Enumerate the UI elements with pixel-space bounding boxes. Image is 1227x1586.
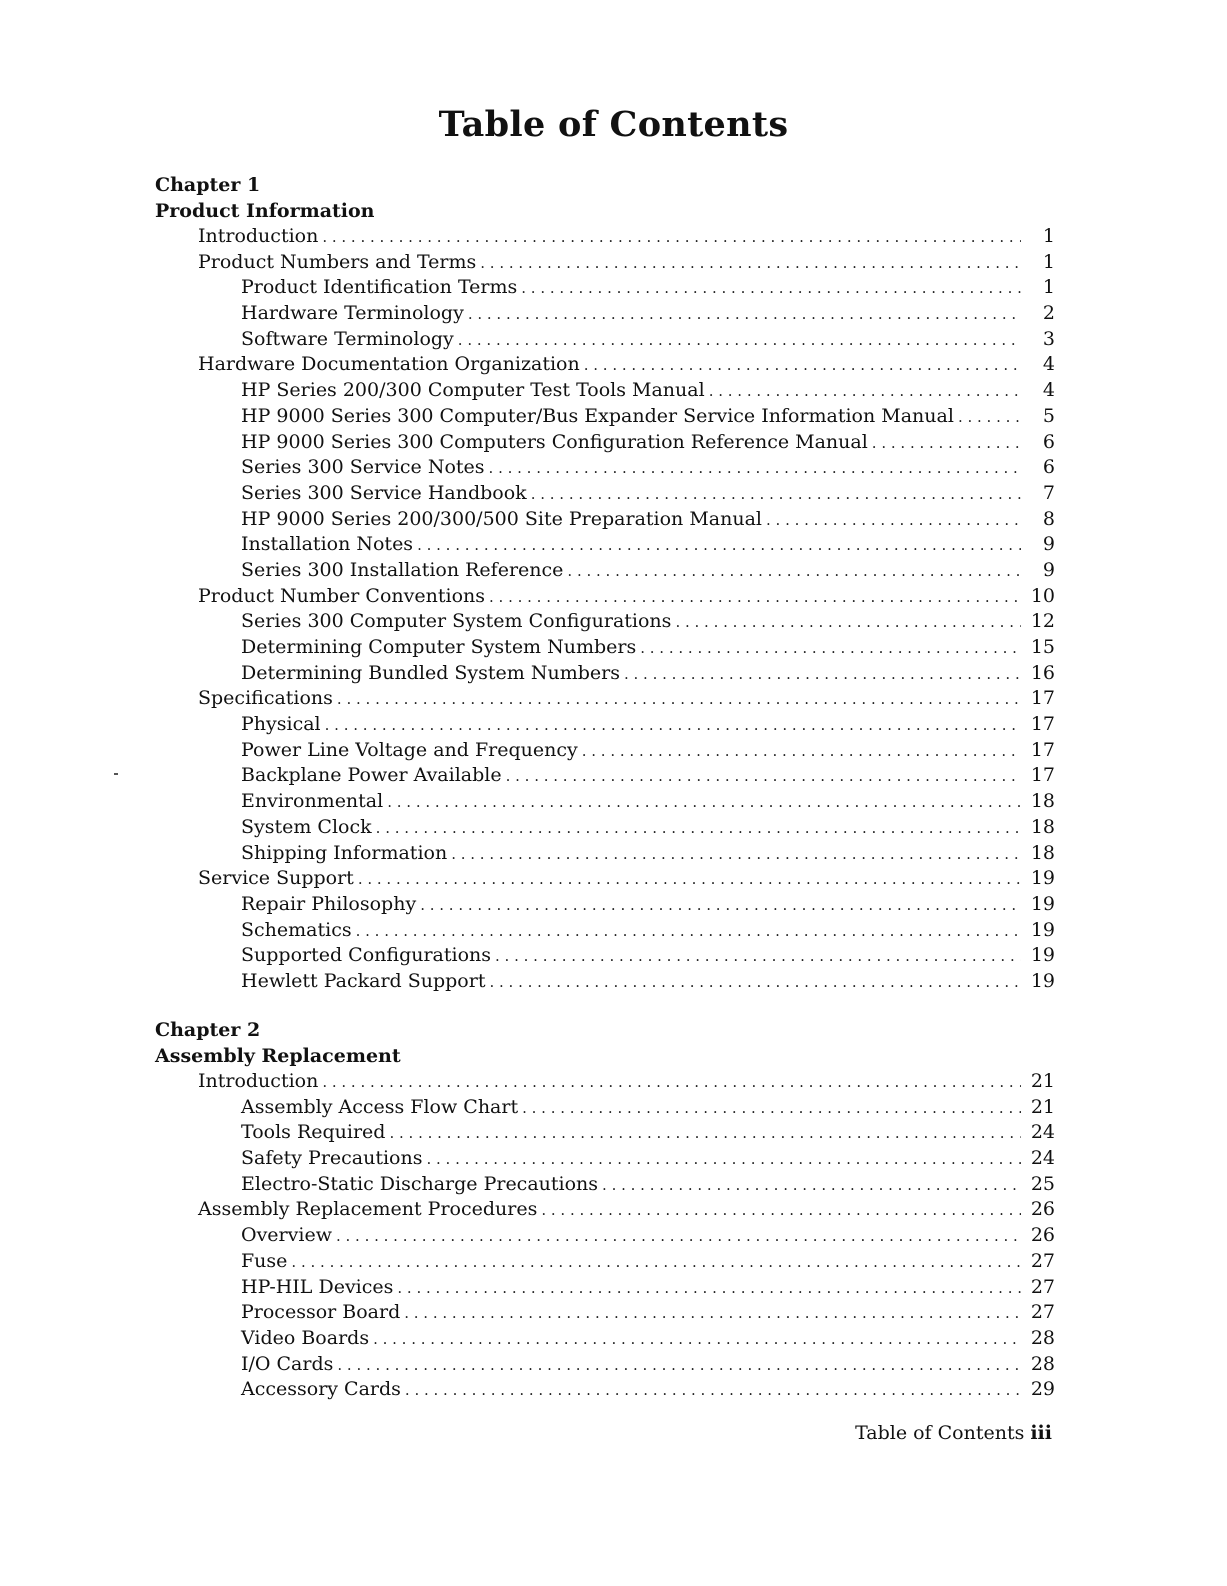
dot-leader: [404, 1301, 1021, 1327]
toc-entry-title: System Clock: [241, 815, 372, 838]
toc-entry-title: Fuse: [241, 1249, 288, 1272]
toc-entry-title: Service Support: [198, 867, 354, 890]
toc-entry[interactable]: [155, 250, 1055, 276]
dot-leader: [417, 533, 1021, 559]
toc-entry-page: 17: [1030, 764, 1055, 787]
toc-entry[interactable]: [155, 1326, 1055, 1352]
toc-entry-title: Video Boards: [241, 1326, 370, 1349]
toc-entry-title: Hardware Documentation Organization: [198, 353, 580, 376]
toc-entry[interactable]: [155, 1146, 1055, 1172]
toc-entry[interactable]: [155, 918, 1055, 944]
toc-entry-page: 17: [1030, 738, 1055, 761]
dot-leader: [582, 739, 1021, 765]
toc-entry-page: 25: [1030, 1172, 1055, 1195]
scan-speck: [114, 773, 118, 775]
dot-leader: [506, 764, 1021, 790]
toc-entry[interactable]: [155, 1377, 1055, 1403]
toc-entry[interactable]: [155, 275, 1055, 301]
footer-label: Table of Contents: [855, 1422, 1025, 1444]
toc-entry-title: Hewlett Packard Support: [241, 969, 486, 992]
dot-leader: [624, 662, 1021, 688]
toc-entry-title: Assembly Replacement Procedures: [198, 1198, 538, 1221]
toc-entry[interactable]: [155, 481, 1055, 507]
toc-entry-title: HP Series 200/300 Computer Test Tools Manual: [241, 379, 705, 402]
toc-entry-page: 4: [1042, 353, 1055, 376]
toc-entry-page: 17: [1030, 713, 1055, 736]
toc-entry[interactable]: [155, 661, 1055, 687]
toc-entry[interactable]: [155, 635, 1055, 661]
toc-entry-page: 5: [1042, 404, 1055, 427]
toc-entry[interactable]: [155, 738, 1055, 764]
toc-entry-title: Environmental: [241, 790, 384, 813]
toc-entry-page: 21: [1030, 1095, 1055, 1118]
toc-entry-title: Schematics: [241, 918, 352, 941]
toc-entry-page: 28: [1030, 1352, 1055, 1375]
toc-entry-title: Physical: [241, 713, 321, 736]
dot-leader: [766, 508, 1021, 534]
toc-entry[interactable]: [155, 1095, 1055, 1121]
dot-leader: [567, 559, 1021, 585]
toc-entry[interactable]: [155, 763, 1055, 789]
toc-entry[interactable]: [155, 455, 1055, 481]
chapter-name: Product Information: [155, 200, 375, 222]
toc-entry-title: Series 300 Service Handbook: [241, 481, 527, 504]
dot-leader: [541, 1198, 1021, 1224]
toc-entry-title: Accessory Cards: [241, 1378, 401, 1401]
toc-entry-title: Determining Computer System Numbers: [241, 636, 637, 658]
toc-entry-title: Hardware Terminology: [241, 302, 464, 325]
dot-leader: [531, 482, 1021, 508]
toc-entry-page: 29: [1030, 1378, 1055, 1401]
toc-entry-page: 16: [1030, 661, 1055, 684]
toc-entry[interactable]: [155, 969, 1055, 995]
toc-entry[interactable]: [155, 1069, 1055, 1095]
toc-entry[interactable]: [155, 686, 1055, 712]
toc-entries: [155, 1069, 1055, 1403]
toc-entry-page: 27: [1030, 1249, 1055, 1272]
toc-entry-title: Supported Configurations: [241, 944, 492, 967]
toc-entry[interactable]: [155, 430, 1055, 456]
toc-entry-page: 27: [1030, 1275, 1055, 1298]
toc-entry-title: HP 9000 Series 300 Computers Configuration Reference Manual: [241, 430, 868, 453]
toc-entry-page: 10: [1030, 584, 1055, 607]
toc-entry-title: Series 300 Computer System Configurations: [241, 610, 672, 633]
toc-entry-page: 18: [1030, 790, 1055, 813]
dot-leader: [337, 687, 1021, 713]
toc-entry-page: 24: [1030, 1121, 1055, 1144]
dot-leader: [958, 405, 1021, 431]
dot-leader: [522, 1096, 1021, 1122]
toc-entry[interactable]: [155, 1352, 1055, 1378]
dot-leader: [322, 1070, 1021, 1096]
toc-entry-title: Product Identification Terms: [241, 276, 518, 299]
toc-entry[interactable]: [155, 789, 1055, 815]
toc-entry-page: 19: [1030, 969, 1055, 992]
toc-entry-page: 24: [1030, 1147, 1055, 1170]
toc-entry-title: Assembly Access Flow Chart: [241, 1095, 519, 1118]
dot-leader: [480, 251, 1021, 277]
toc-entries: [155, 224, 1055, 995]
dot-leader: [291, 1250, 1021, 1276]
toc-entry[interactable]: [155, 609, 1055, 635]
toc-entry-page: 3: [1042, 327, 1055, 350]
toc-entry[interactable]: [155, 301, 1055, 327]
toc-entry-page: 19: [1030, 944, 1055, 967]
toc-entry-page: 19: [1030, 867, 1055, 890]
toc-entry[interactable]: [155, 224, 1055, 250]
dot-leader: [356, 919, 1021, 945]
dot-leader: [336, 1224, 1021, 1250]
chapter-1-section: [155, 172, 1055, 995]
toc-entry[interactable]: [155, 1275, 1055, 1301]
dot-leader: [495, 944, 1021, 970]
toc-entry-title: Overview: [241, 1224, 332, 1247]
toc-entry-title: Software Terminology: [241, 327, 454, 350]
dot-leader: [405, 1378, 1021, 1404]
toc-entry-title: Electro-Static Discharge Precautions: [241, 1172, 599, 1195]
dot-leader: [521, 276, 1021, 302]
toc-entry-page: 6: [1042, 456, 1055, 479]
toc-entry-title: Backplane Power Available: [241, 764, 502, 787]
toc-entry-page: 2: [1042, 302, 1055, 325]
toc-entry-page: 1: [1042, 225, 1055, 247]
toc-entry-page: 7: [1042, 481, 1055, 504]
toc-entry-page: 17: [1030, 687, 1055, 710]
toc-entry-title: Tools Required: [241, 1121, 386, 1144]
chapter-label: Chapter 1: [155, 174, 261, 196]
toc-entry-title: Power Line Voltage and Frequency: [241, 738, 578, 761]
toc-entry[interactable]: [155, 943, 1055, 969]
dot-leader: [872, 431, 1021, 457]
toc-entry-title: Series 300 Installation Reference: [241, 558, 564, 581]
toc-entry-page: 9: [1042, 558, 1055, 581]
toc-entry-title: Series 300 Service Notes: [241, 456, 485, 479]
toc-entry-title: Installation Notes: [241, 533, 414, 556]
page-title: Table of Contents: [438, 104, 789, 145]
toc-entry[interactable]: [155, 404, 1055, 430]
dot-leader: [468, 302, 1021, 328]
toc-entry-page: 18: [1030, 841, 1055, 864]
dot-leader: [640, 636, 1021, 662]
toc-entry-title: HP-HIL Devices: [241, 1275, 394, 1298]
toc-entry-page: 1: [1042, 276, 1055, 299]
dot-leader: [709, 379, 1021, 405]
toc-entry[interactable]: [155, 1223, 1055, 1249]
dot-leader: [420, 893, 1021, 919]
toc-entry-page: 19: [1030, 918, 1055, 941]
dot-leader: [602, 1173, 1021, 1199]
dot-leader: [489, 585, 1021, 611]
toc-entry-title: HP 9000 Series 300 Computer/Bus Expander Service Information Manual: [241, 404, 954, 427]
toc-entry[interactable]: [155, 352, 1055, 378]
dot-leader: [489, 970, 1021, 996]
toc-entry[interactable]: [155, 532, 1055, 558]
dot-leader: [358, 867, 1021, 893]
dot-leader: [389, 1121, 1021, 1147]
toc-entry[interactable]: [155, 841, 1055, 867]
toc-entry-page: 6: [1042, 430, 1055, 453]
toc-entry[interactable]: [155, 378, 1055, 404]
dot-leader: [489, 456, 1021, 482]
toc-entry-page: 26: [1030, 1198, 1055, 1221]
toc-entry-page: 21: [1030, 1070, 1055, 1092]
toc-entry-page: 1: [1042, 250, 1055, 273]
dot-leader: [376, 816, 1021, 842]
toc-entry-page: 8: [1042, 507, 1055, 530]
chapter-2-section: [155, 1017, 1055, 1403]
toc-entry-title: Processor Board: [241, 1301, 401, 1324]
dot-leader: [387, 790, 1021, 816]
toc-entry-title: I/O Cards: [241, 1352, 334, 1375]
toc-entry[interactable]: [155, 1249, 1055, 1275]
dot-leader: [675, 610, 1021, 636]
toc-entry-title: Introduction: [198, 1070, 319, 1092]
dot-leader: [322, 225, 1021, 251]
toc-entry-title: Product Numbers and Terms: [198, 250, 477, 273]
dot-leader: [458, 328, 1021, 354]
toc-entry[interactable]: [155, 558, 1055, 584]
chapter-name: Assembly Replacement: [155, 1045, 401, 1067]
toc-entry[interactable]: [155, 866, 1055, 892]
toc-entry-page: 9: [1042, 533, 1055, 556]
toc-entry-page: 18: [1030, 815, 1055, 838]
toc-entry[interactable]: [155, 1120, 1055, 1146]
dot-leader: [373, 1327, 1021, 1353]
toc-entry[interactable]: [155, 584, 1055, 610]
dot-leader: [451, 842, 1021, 868]
page-footer: [855, 1422, 1052, 1444]
toc-entry-title: Introduction: [198, 225, 319, 247]
dot-leader: [325, 713, 1021, 739]
toc-entry-page: 28: [1030, 1326, 1055, 1349]
toc-entry-page: 4: [1042, 379, 1055, 402]
toc-entry-page: 26: [1030, 1224, 1055, 1247]
dot-leader: [397, 1276, 1021, 1302]
footer-page-number: iii: [1030, 1422, 1052, 1444]
toc-entry[interactable]: [155, 892, 1055, 918]
toc-entry[interactable]: [155, 507, 1055, 533]
toc-entry-title: Safety Precautions: [241, 1147, 423, 1170]
toc-entry[interactable]: [155, 1172, 1055, 1198]
toc-entry-title: Determining Bundled System Numbers: [241, 661, 620, 684]
dot-leader: [337, 1353, 1021, 1379]
toc-entry-title: HP 9000 Series 200/300/500 Site Preparation Manual: [241, 507, 762, 530]
toc-entry[interactable]: [155, 712, 1055, 738]
toc-entry-page: 19: [1030, 892, 1055, 915]
dot-leader: [426, 1147, 1021, 1173]
chapter-label: Chapter 2: [155, 1019, 261, 1041]
toc-entry[interactable]: [155, 1197, 1055, 1223]
toc-entry[interactable]: [155, 1300, 1055, 1326]
toc-entry-title: Repair Philosophy: [241, 892, 417, 915]
toc-entry-page: 15: [1030, 636, 1055, 658]
toc-entry-title: Specifications: [198, 687, 333, 710]
toc-entry-title: Product Number Conventions: [198, 584, 485, 607]
toc-entry-title: Shipping Information: [241, 841, 448, 864]
toc-entry[interactable]: [155, 327, 1055, 353]
toc-entry-page: 12: [1030, 610, 1055, 633]
toc-entry-page: 27: [1030, 1301, 1055, 1324]
dot-leader: [584, 353, 1021, 379]
toc-entry[interactable]: [155, 815, 1055, 841]
